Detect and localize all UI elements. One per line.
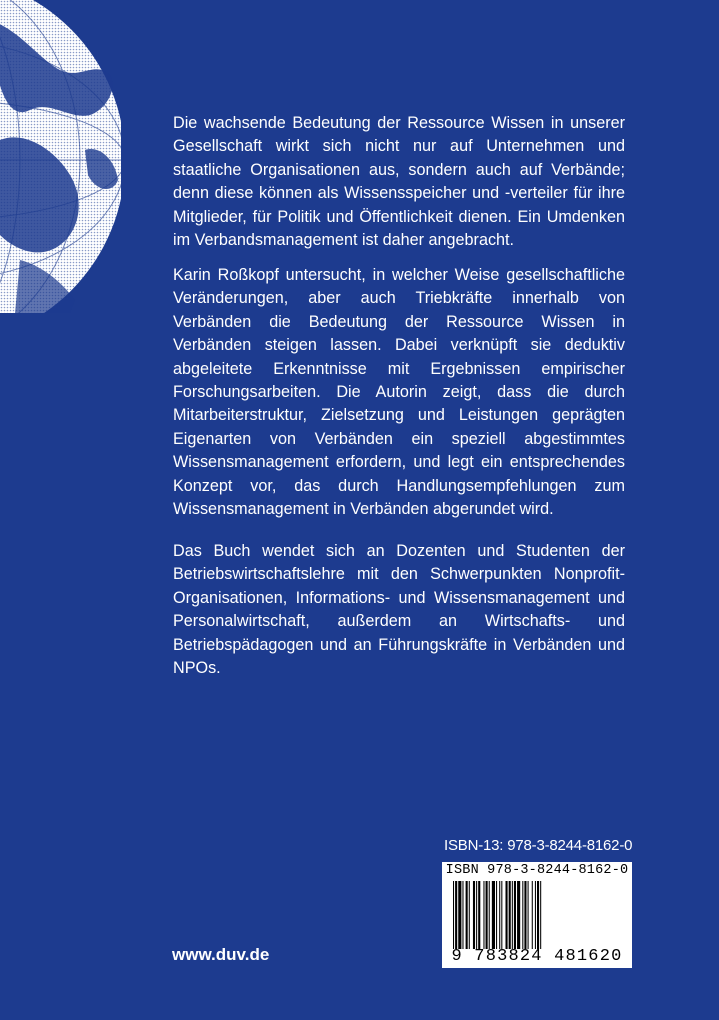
isbn-label: ISBN-13: 978-3-8244-8162-0 (444, 837, 633, 854)
paragraph-text: Die wachsende Bedeutung der Ressource Wissen in unserer Gesellschaft wirkt sich nicht nur auf Unternehmen und staatliche Organisationen aus, sondern auch auf Verbände; denn diese können als Wissensspeicher und -verteiler für ihre Mitglieder, für Politik und Öffentlichkeit dienen. Ein Umdenken im Verbandsmanagement ist daher angebracht. (173, 114, 625, 250)
globe-icon (0, 0, 121, 313)
barcode-isbn-text: ISBN 978-3-8244-8162-0 (445, 863, 629, 878)
description-paragraph-1 (173, 112, 625, 252)
barcode-digits: 9 783824 481620 (451, 947, 623, 966)
barcode-icon (453, 881, 623, 949)
paragraph-text: Karin Roßkopf untersucht, in welcher Weise gesellschaftliche Veränderungen, aber auch Triebkräfte innerhalb von Verbänden die Bedeutung der Ressource Wissen in Verbänden steigen lassen. Dabei verknüpft sie deduktiv abgeleitete Erkenntnisse mit Ergebnissen empirischer Forschungsarbeiten. Die Autorin zeigt, dass die durch Mitarbeiterstruktur, Zielsetzung und Leistungen geprägten Eigenarten von Verbänden ein speziell abgestimmtes Wissensmanagement erfordern, und legt ein entsprechendes Konzept vor, das durch Handlungsempfehlungen zum Wissensmanagement in Verbänden abgerundet wird. (173, 266, 625, 519)
description-paragraph-3 (173, 540, 625, 680)
paragraph-text: Das Buch wendet sich an Dozenten und Studenten der Betriebswirtschaftslehre mit den Schwerpunkten Nonprofit-Organisationen, Informations- und Wissensmanagement und Personalwirtschaft, außerdem an Wirtschafts- und Betriebspädagogen und an Führungskräfte in Verbänden und NPOs. (173, 542, 625, 678)
barcode (442, 862, 632, 968)
website-url: www.duv.de (172, 945, 270, 964)
description-paragraph-2 (173, 264, 625, 521)
